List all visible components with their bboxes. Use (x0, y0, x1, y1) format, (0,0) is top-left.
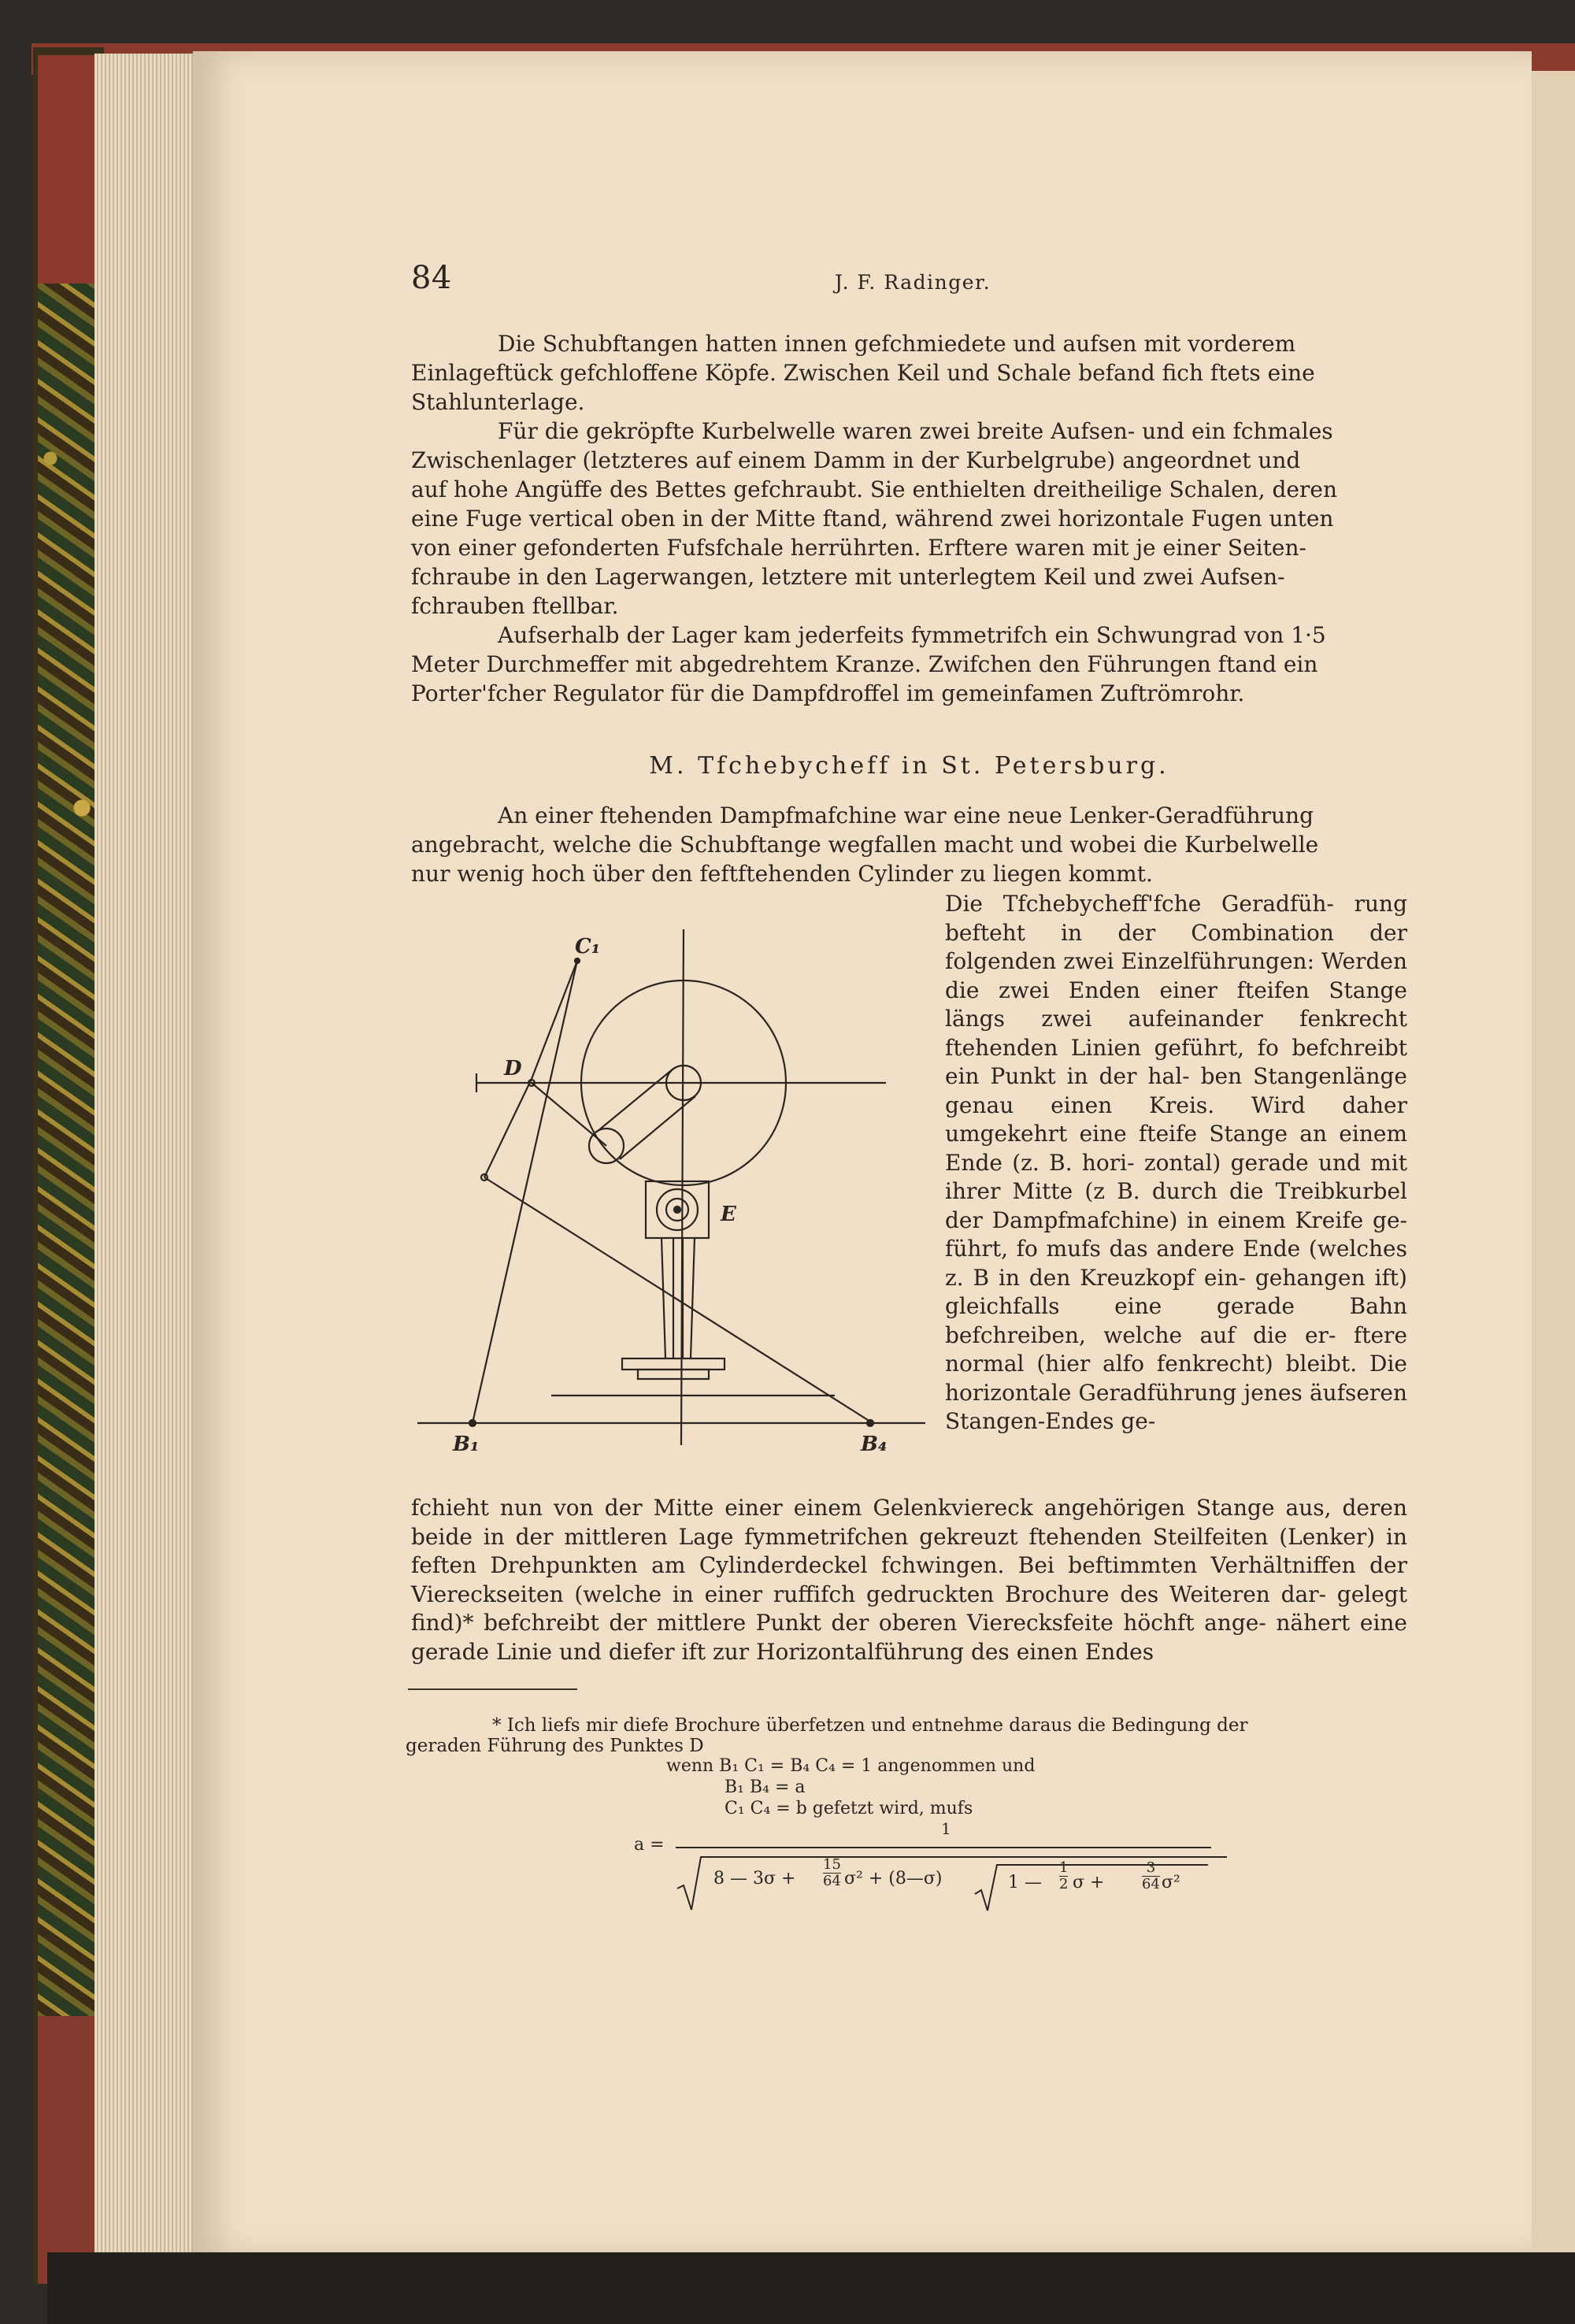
formula-denominator-part: σ + (1073, 1873, 1105, 1892)
text-line: (z B. durch die Treibkurbel der (945, 1178, 1407, 1233)
text-line: Werden die zwei Enden einer (945, 948, 1407, 1003)
formula-denominator-part: 8 — 3σ + (713, 1869, 796, 1888)
diagonal-link (484, 1177, 870, 1421)
text-line: zontal) gerade und mit ihrer Mitte (945, 1149, 1408, 1204)
facing-page-edge (1532, 71, 1575, 2252)
text-line: Porter'fcher Regulator für die Dampfdroffel im gemeinfamen Zuftrömrohr. (411, 680, 1245, 706)
wrapped-text-column (945, 890, 1407, 1436)
leather-corner-bottom (38, 2016, 101, 2284)
column-line (691, 1238, 695, 1358)
text-line: angebracht, welche die Schubftange wegfallen macht und wobei die Kurbelwelle (411, 832, 1319, 858)
text-line: An einer ftehenden Dampfmafchine war eine neue Lenker-Geradführung (498, 802, 1314, 828)
fraction-numerator: 1 (1059, 1859, 1069, 1876)
text-line: Bahn befchreiben, welche auf die er- (945, 1293, 1407, 1348)
text-line: Dampfmafchine) in einem Kreife ge- (991, 1206, 1407, 1233)
fraction-bar (676, 1847, 1211, 1848)
crosshead-pin (674, 1206, 680, 1213)
text-line: führt, fo mufs das andere Ende (945, 1236, 1301, 1262)
fraction-3-64 (1142, 1860, 1160, 1892)
column-line (662, 1238, 665, 1358)
base-plate (638, 1370, 709, 1379)
text-line: bleibt. (1285, 1351, 1358, 1377)
text-line: fteifen Stange längs zwei aufeinander (945, 977, 1407, 1032)
fraction-denominator: 2 (1059, 1876, 1069, 1892)
label-c1: C₁ (575, 935, 601, 958)
fraction-denominator: 64 (823, 1873, 841, 1889)
text-line: Die Schubftangen hatten innen gefchmiedete und aufsen mit vorderem (498, 331, 1296, 357)
text-line: Meter Durchmeffer mit abgedrehtem Kranze. Zwifchen den Führungen ftand ein (411, 651, 1318, 677)
text-line: gehangen ift) gleichfalls eine gerade (945, 1264, 1407, 1319)
fraction-numerator: 15 (823, 1856, 841, 1873)
marbled-endpaper (38, 284, 101, 2032)
fraction-15-64 (823, 1857, 841, 1889)
fraction-numerator: 3 (1146, 1859, 1156, 1876)
text-line: fchrauben ftellbar. (411, 593, 619, 619)
text-line: fchraube in den Lagerwangen, letztere mit unterlegtem Keil und zwei Aufsen- (411, 564, 1285, 590)
text-line: Die Tfchebycheff'fche Geradfüh- (945, 891, 1334, 917)
paragraph-2 (411, 417, 1407, 621)
formula-denominator-part: 1 — (1008, 1873, 1042, 1892)
label-e: E (721, 1203, 736, 1226)
formula-lhs: a = (634, 1835, 665, 1855)
page-number: 84 (411, 260, 452, 296)
text-line: jenes äufseren Stangen-Endes ge- (945, 1379, 1407, 1434)
text-line: gelegt find)* befchreibt der mittlere Punkt der oberen Vierecksfeite höchft ange- (411, 1581, 1407, 1636)
text-line: nur wenig hoch über den feftftehenden Cylinder zu liegen kommt. (411, 861, 1153, 887)
formula-denominator-part: σ² + (8—σ) (844, 1869, 943, 1888)
text-line: rung befteht in der Combination der (945, 891, 1407, 946)
bottom-shadow (47, 2252, 1575, 2324)
formula-numerator: 1 (941, 1819, 951, 1838)
lever-d-lower (484, 1079, 532, 1177)
crank-arm (597, 1069, 673, 1132)
text-line: von einer gefonderten Fufsfchale herrührten. Erftere waren mit je einer Seiten- (411, 535, 1306, 561)
footnote-condition: C₁ C₄ = b gefetzt wird, mufs (724, 1799, 973, 1818)
lever-c1-b1 (472, 961, 577, 1423)
text-line: Für die gekröpfte Kurbelwelle waren zwei breite Aufsen- und ein fchmales (498, 418, 1333, 444)
paragraph-continuation (411, 1494, 1407, 1666)
text-line: beide in der mittleren Lage fymmetrifchen gekreuzt ftehenden Steilfeiten (Lenker) (411, 1523, 1376, 1550)
text-line: Einlageftück gefchloffene Köpfe. Zwischen Keil und Schale befand fich ftets eine (411, 360, 1315, 386)
section-title: M. Tfchebycheff in St. Petersburg. (649, 752, 1169, 780)
text-line: Aufserhalb der Lager kam jederfeits fymmetrifch ein Schwungrad von 1·5 (498, 622, 1326, 648)
paragraph-3 (411, 621, 1407, 708)
paragraph-1 (411, 329, 1407, 417)
linkage-figure (406, 921, 941, 1465)
text-line: fchieht nun von der Mitte einer einem Gelenkviereck angehörigen Stange aus, deren (411, 1495, 1407, 1521)
paragraph-intro (411, 801, 1407, 888)
text-line: nähert eine gerade Linie und diefer ift zur Horizontalführung des einen Endes (411, 1610, 1407, 1665)
footnote-rule (408, 1688, 577, 1690)
footnote-condition: B₁ B₄ = a (724, 1777, 806, 1797)
text-line: folgenden zwei Einzelführungen: (945, 948, 1315, 974)
fraction-1-2 (1059, 1860, 1068, 1892)
text-line: Stahlunterlage. (411, 389, 585, 415)
text-line: ben Stangenlänge genau einen Kreis. (945, 1063, 1407, 1118)
footnote-condition: wenn B₁ C₁ = B₄ C₄ = 1 angenommen und (666, 1756, 1036, 1776)
text-line: der Viereckseiten (welche in einer ruffifch gedruckten Brochure des Weiteren dar- (411, 1552, 1407, 1607)
footnote-line: geraden Führung des Punktes D (406, 1736, 704, 1756)
text-line: Wird daher umgekehrt eine fteife (945, 1092, 1407, 1147)
text-line: (welches z. B in den Kreuzkopf ein- (945, 1236, 1407, 1291)
text-line: Die horizontale Geradführung (945, 1351, 1407, 1406)
pivot-b4 (867, 1420, 873, 1426)
text-line: auf hohe Angüffe des Bettes gefchraubt. Sie enthielten dreitheilige Schalen, deren (411, 476, 1337, 502)
text-line: ftere normal (hier alfo fenkrecht) (945, 1321, 1408, 1377)
label-b4: B₄ (861, 1433, 888, 1456)
leather-corner-top (38, 55, 101, 284)
vertical-axis-line (681, 929, 684, 1445)
page-edges (94, 54, 197, 2259)
footnote-line: * Ich liefs mir diefe Brochure überfetzen und entnehme daraus die Bedingung der (492, 1715, 1248, 1736)
fraction-denominator: 64 (1142, 1876, 1160, 1892)
text-line: in feften Drehpunkten am Cylinderdeckel fchwingen. Bei beftimmten Verhältniffen (411, 1523, 1407, 1578)
pivot-b1 (469, 1420, 476, 1426)
text-line: Zwischenlager (letzteres auf einem Damm in der Kurbelgrube) angeordnet und (411, 447, 1301, 473)
label-b1: B₁ (453, 1433, 480, 1456)
base-plate (622, 1358, 724, 1370)
crank-arm (620, 1096, 695, 1159)
text-line: fo befchreibt ein Punkt in der hal- (945, 1034, 1407, 1089)
text-line: Stange an einem Ende (z. B. hori- (945, 1121, 1407, 1176)
text-line: eine Fuge vertical oben in der Mitte ftand, während zwei horizontale Fugen unten (411, 506, 1334, 532)
point-c1 (575, 958, 580, 963)
running-head: J. F. Radinger. (835, 271, 991, 294)
text-line: fenkrecht ftehenden Linien geführt, (945, 1006, 1407, 1061)
label-d: D (504, 1057, 522, 1080)
formula-denominator-part: σ² (1162, 1873, 1180, 1892)
